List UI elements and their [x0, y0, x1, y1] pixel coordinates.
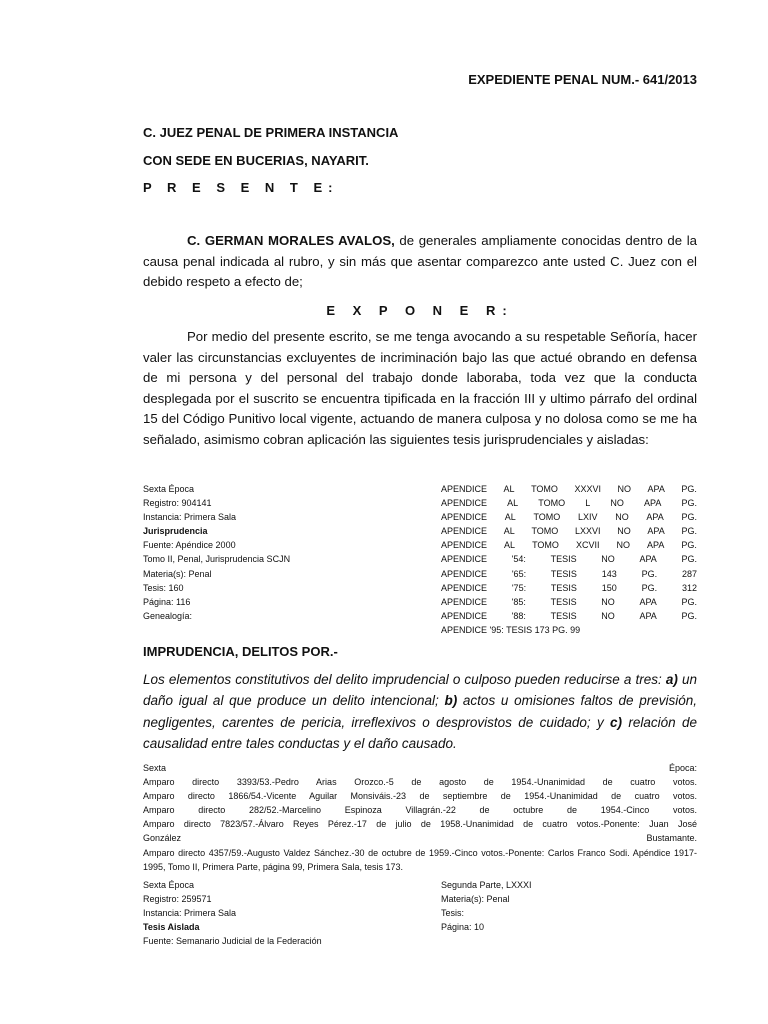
genealogia-row: [441, 538, 697, 552]
tesis2-meta-line: Materia(s): Penal: [441, 894, 510, 905]
genealogia-token: PG.: [681, 484, 697, 494]
tesis1-metadata: [143, 482, 433, 623]
genealogia-token: APA: [639, 596, 657, 607]
genealogia-token: NO: [616, 540, 631, 551]
imprudencia-text-part: un daño igual al que produce un delito intencional;: [143, 672, 697, 709]
item-c-marker: c): [610, 714, 623, 730]
genealogia-row: [441, 482, 697, 496]
genealogia-token: NO: [610, 498, 624, 509]
genealogia-token: PG.: [641, 582, 658, 593]
genealogia-token: TESIS: [550, 582, 577, 593]
genealogia-token: TOMO: [533, 512, 561, 523]
genealogia-token: '85:: [511, 596, 526, 607]
genealogia-token: 143: [601, 568, 617, 579]
genealogia-token: APENDICE: [441, 582, 488, 593]
genealogia-token: APA: [644, 498, 662, 509]
genealogia-token: TESIS: [550, 596, 577, 607]
genealogia-row: APENDICE '95: TESIS 173 PG. 99: [441, 624, 581, 635]
genealogia-token: PG.: [681, 526, 697, 537]
genealogia-token: AL: [503, 484, 515, 494]
genealogia-token: APENDICE: [441, 540, 488, 551]
genealogia-token: APA: [647, 484, 665, 494]
genealogia-token: NO: [617, 484, 632, 494]
genealogia-token: TESIS: [550, 610, 577, 621]
exponer-heading: E X P O N E R:: [326, 303, 514, 318]
genealogia-token: LXXVI: [574, 526, 601, 537]
precedente-line: [143, 831, 697, 845]
genealogia-token: APENDICE: [441, 596, 488, 607]
genealogia-token: APA: [639, 610, 657, 621]
tesis1-meta-line: Registro: 904141: [143, 498, 212, 509]
addressee-line-1: C. JUEZ PENAL DE PRIMERA INSTANCIA: [143, 125, 399, 140]
genealogia-row: [441, 609, 697, 623]
addressee-line-2: CON SEDE EN BUCERIAS, NAYARIT.: [143, 153, 369, 168]
genealogia-token: PG.: [681, 554, 697, 565]
genealogia-token: APA: [646, 512, 664, 523]
genealogia-token: LXIV: [577, 512, 598, 523]
tesis2-meta-line: Sexta Época: [143, 880, 195, 890]
gonzalez-text: González: [143, 833, 182, 844]
tesis1-meta-line: Página: 116: [143, 596, 191, 607]
tesis2-meta-line: Registro: 259571: [143, 894, 212, 905]
genealogia-token: APENDICE: [441, 526, 488, 537]
genealogia-token: PG.: [681, 498, 697, 509]
tesis1-meta-line: Jurisprudencia: [143, 526, 208, 537]
imprudencia-text: [143, 669, 697, 754]
genealogia-token: PG.: [681, 610, 697, 621]
tesis2-meta-line: Tesis:: [441, 908, 465, 919]
genealogia-token: APENDICE: [441, 512, 488, 523]
tesis1-meta-line: Genealogía:: [143, 610, 193, 621]
genealogia-token: NO: [617, 526, 631, 537]
petitioner-name: C. GERMAN MORALES AVALOS,: [187, 233, 395, 248]
precedentes-block: [143, 761, 697, 874]
genealogia-token: PG.: [641, 568, 658, 579]
tesis2-meta-line: Tesis Aislada: [143, 922, 200, 933]
imprudencia-title: IMPRUDENCIA, DELITOS POR.-: [143, 644, 338, 659]
genealogia-token: TOMO: [531, 526, 559, 537]
genealogia-token: 287: [681, 568, 697, 579]
genealogia-token: XCVII: [575, 540, 600, 551]
genealogia-token: XXXVI: [574, 484, 601, 494]
genealogia-token: TOMO: [532, 540, 559, 551]
genealogia-token: APENDICE: [441, 498, 488, 509]
tesis1-meta-line: Sexta Época: [143, 484, 195, 494]
sexta-label: Sexta: [143, 763, 167, 773]
genealogia-token: AL: [503, 526, 515, 537]
genealogia-token: AL: [507, 498, 519, 509]
genealogia-token: APENDICE: [441, 568, 488, 579]
genealogia-row: [441, 567, 697, 581]
genealogia-token: TESIS: [550, 554, 577, 565]
genealogia-token: APENDICE: [441, 484, 488, 494]
genealogia-token: PG.: [681, 512, 697, 523]
expediente-number: EXPEDIENTE PENAL NUM.- 641/2013: [468, 72, 697, 87]
precedentes-header: [143, 761, 697, 775]
imprudencia-text-part: Los elementos constitutivos del delito imprudencial o culposo pueden reducirse a tres:: [143, 672, 666, 687]
genealogia-row: [441, 496, 697, 510]
genealogia-token: NO: [601, 554, 615, 565]
genealogia-token: NO: [615, 512, 629, 523]
genealogia-token: TOMO: [531, 484, 558, 494]
presente-heading: P R E S E N T E:: [143, 180, 339, 195]
imprudencia-text-part: actos u omisiones faltos de previsión, negligentes, carentes de pericia, irreflexivos o desprovistos de cuidado; y: [143, 693, 697, 730]
genealogia-token: 312: [681, 582, 697, 593]
precedente-line: Amparo directo 3393/53.-Pedro Arias Orozco.-5 de agosto de 1954.-Unanimidad de cuatro votos.: [143, 777, 697, 788]
genealogia-token: '54:: [511, 554, 526, 565]
genealogia-token: APA: [639, 554, 657, 565]
genealogia-row: [441, 510, 697, 524]
genealogia-token: '65:: [511, 568, 527, 579]
genealogia-row: [441, 595, 697, 609]
genealogia-token: APA: [647, 526, 665, 537]
genealogia-list: [441, 482, 697, 637]
genealogia-token: '88:: [511, 610, 526, 621]
tesis2-meta-line: Página: 10: [441, 922, 485, 933]
tesis1-meta-line: Fuente: Apéndice 2000: [143, 540, 236, 551]
item-b-marker: b): [444, 693, 458, 709]
genealogia-token: L: [585, 498, 591, 509]
genealogia-token: TOMO: [538, 498, 566, 509]
intro-text: de generales ampliamente conocidas dentro de la causa penal indicada al rubro, y sin más que asentar comparezco ante usted C. Juez con el debido respeto a efecto de;: [143, 233, 697, 289]
genealogia-row: [441, 552, 697, 566]
tesis2-metadata: [143, 878, 433, 948]
bustamante-text: Bustamante.: [646, 833, 697, 844]
genealogia-token: AL: [504, 512, 516, 523]
genealogia-token: PG.: [681, 596, 697, 607]
precedente-last: Amparo directo 4357/59.-Augusto Valdez Sánchez.-30 de octubre de 1959.-Cinco votos.-Ponente: Carlos Franco Sodi. Apéndice 1917-1995, Tomo II, Primera Parte, página 99, Primera Sala, tesis 173.: [143, 847, 697, 872]
epoca-label: Época:: [668, 763, 697, 773]
tesis2-metadata-right: [441, 878, 697, 934]
genealogia-token: APA: [647, 540, 665, 551]
precedente-line: Amparo directo 1866/54.-Vicente Aguilar Monsiváis.-23 de septiembre de 1954.-Unanimidad de cuatro votos.: [143, 791, 697, 802]
tesis1-meta-line: Instancia: Primera Sala: [143, 512, 237, 523]
tesis2-meta-line: Instancia: Primera Sala: [143, 908, 237, 919]
genealogia-row: [441, 524, 697, 538]
tesis2-meta-line: Segunda Parte, LXXXI: [441, 880, 532, 890]
tesis1-meta-line: Materia(s): Penal: [143, 568, 212, 579]
precedente-line: Amparo directo 282/52.-Marcelino Espinoza Villagrán.-22 de octubre de 1954.-Cinco votos.: [143, 805, 697, 816]
genealogia-token: PG.: [681, 540, 697, 551]
genealogia-token: NO: [601, 596, 615, 607]
tesis1-meta-line: Tesis: 160: [143, 582, 184, 593]
genealogia-row: [441, 581, 697, 595]
imprudencia-text-part: relación de causalidad entre tales conductas y el daño causado.: [143, 714, 697, 751]
genealogia-token: APENDICE: [441, 554, 488, 565]
precedente-line: Amparo directo 7823/57.-Álvaro Reyes Pérez.-17 de julio de 1958.-Unanimidad de cuatro votos.-Ponente: Juan José: [143, 819, 697, 830]
tesis2-meta-line: Fuente: Semanario Judicial de la Federación: [143, 936, 322, 947]
genealogia-token: AL: [504, 540, 516, 551]
genealogia-token: 150: [601, 582, 617, 593]
intro-paragraph: [143, 231, 697, 293]
genealogia-token: APENDICE: [441, 610, 488, 621]
genealogia-token: TESIS: [550, 568, 577, 579]
tesis1-meta-line: Tomo II, Penal, Jurisprudencia SCJN: [143, 554, 291, 565]
genealogia-token: NO: [601, 610, 615, 621]
genealogia-token: '75:: [511, 582, 527, 593]
item-a-marker: a): [665, 672, 678, 687]
body-paragraph: Por medio del presente escrito, se me tenga avocando a su respetable Señoría, hacer valer las circunstancias excluyentes de incriminación bajo las que actué obrando en defensa de mi persona y del personal del trabajo donde laboraba, toda vez que la conducta desplegada por el suscrito se encuentra tipificada en la fracción III y ultimo párrafo del ordinal 15 del Código Punitivo local vigente, actuando de manera culposa y no dolosa como se me ha señalado, asimismo cobran aplicación las siguientes tesis jurisprudenciales y aisladas:: [143, 329, 697, 447]
